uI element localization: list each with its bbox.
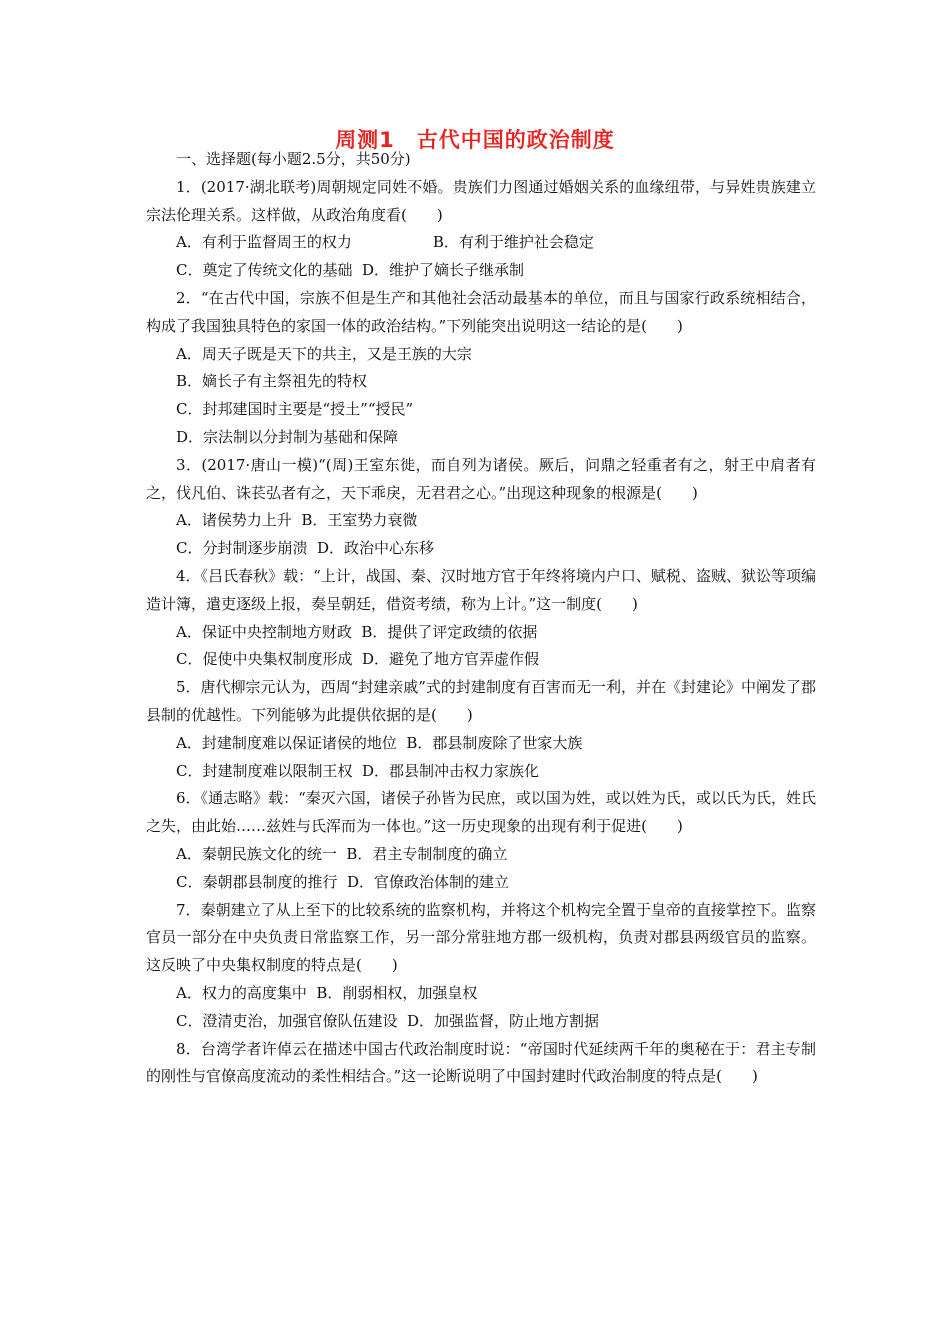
option: A．有利于监督周王的权力 bbox=[176, 233, 352, 252]
option: B．郡县制废除了世家大族 bbox=[406, 733, 583, 752]
question-stem: 2．“在古代中国，宗族不但是生产和其他社会活动最基本的单位，而且与国家行政系统相结合，构成了我国独具特色的家国一体的政治结构。”下列能突出说明这一结论的是( ) bbox=[146, 288, 816, 335]
option-row bbox=[146, 257, 816, 285]
option-row bbox=[146, 507, 816, 535]
option-row bbox=[146, 980, 816, 1008]
question-stem: 1．(2017·湖北联考)周朝规定同姓不婚。贵族们力图通过婚姻关系的血缘纽带，与异姓贵族建立宗法伦理关系。这样做，从政治角度看( ) bbox=[146, 177, 816, 224]
option: D．加强监督，防止地方割据 bbox=[407, 1011, 600, 1030]
option: D．宗法制以分封制为基础和保障 bbox=[176, 427, 399, 446]
option: A．周天子既是天下的共主，又是王族的大宗 bbox=[176, 344, 472, 363]
option-row bbox=[146, 619, 816, 647]
option: D．避免了地方官弄虚作假 bbox=[362, 650, 540, 669]
option: B．君主专制制度的确立 bbox=[346, 844, 508, 863]
option: D．郡县制冲击权力家族化 bbox=[362, 761, 540, 780]
question-stem: 5．唐代柳宗元认为，西周“封建亲戚”式的封建制度有百害而无一利，并在《封建论》中阐发了郡县制的优越性。下列能够为此提供依据的是( ) bbox=[146, 678, 816, 724]
option: B．提供了评定政绩的依据 bbox=[361, 622, 538, 641]
section-heading: 一、选择题(每小题2.5分，共50分) bbox=[176, 150, 411, 168]
option-row bbox=[146, 646, 816, 674]
page-title: 周测1 古代中国的政治制度 bbox=[335, 128, 615, 152]
option-row bbox=[146, 758, 816, 786]
option: B．削弱相权，加强皇权 bbox=[316, 983, 478, 1002]
option-row bbox=[146, 229, 816, 257]
option: C．促使中央集权制度形成 bbox=[176, 650, 353, 669]
option-row bbox=[146, 535, 816, 563]
option: B．嫡长子有主祭祖先的特权 bbox=[176, 372, 368, 391]
option-row bbox=[146, 869, 816, 897]
option: C．奠定了传统文化的基础 bbox=[176, 261, 353, 280]
option: D．官僚政治体制的建立 bbox=[347, 872, 510, 891]
option: A．秦朝民族文化的统一 bbox=[176, 844, 337, 863]
option: C．分封制逐步崩溃 bbox=[176, 539, 308, 558]
option: A．封建制度难以保证诸侯的地位 bbox=[176, 733, 397, 752]
option: B．王室势力衰微 bbox=[301, 511, 418, 530]
option: A．保证中央控制地方财政 bbox=[176, 622, 352, 641]
question-stem: 4．《吕氏春秋》载：“上计，战国、秦、汉时地方官于年终将境内户口、赋税、盗贼、狱讼等项编造计簿，遣吏逐级上报，奏呈朝廷，借资考绩，称为上计。”这一制度( ) bbox=[146, 566, 816, 613]
question-list bbox=[146, 146, 816, 1091]
option: A．诸侯势力上升 bbox=[176, 511, 292, 530]
option-row bbox=[146, 841, 816, 869]
question-stem: 3．(2017·唐山一模)“(周)王室东徙，而自列为诸侯。厥后，问鼎之轻重者有之，射王中肩者有之，伐凡伯、诛苌弘者有之，天下乖戾，无君君之心。”出现这种现象的根源是( ) bbox=[146, 455, 816, 502]
option: C．封邦建国时主要是“授土”“授民” bbox=[176, 400, 414, 419]
question-stem: 6．《通志略》载：“秦灭六国，诸侯子孙皆为民庶，或以国为姓，或以姓为氏，或以氏为氏，姓氏之失，由此始……兹姓与氏浑而为一体也。”这一历史现象的出现有利于促进( ) bbox=[146, 789, 816, 836]
option: A．权力的高度集中 bbox=[176, 983, 307, 1002]
option-row bbox=[146, 730, 816, 758]
option: B．有利于维护社会稳定 bbox=[432, 233, 594, 252]
option: C．澄清吏治，加强官僚队伍建设 bbox=[176, 1011, 398, 1030]
option: D．维护了嫡长子继承制 bbox=[362, 261, 525, 280]
option: C．封建制度难以限制王权 bbox=[176, 761, 353, 780]
question-stem: 7．秦朝建立了从上至下的比较系统的监察机构，并将这个机构完全置于皇帝的直接掌控下。监察官员一部分在中央负责日常监察工作，另一部分常驻地方郡一级机构，负责对郡县两级官员的监察。这反映了中央集权制度的特点是( ) bbox=[146, 900, 816, 975]
option: D．政治中心东移 bbox=[317, 539, 435, 558]
option: C．秦朝郡县制度的推行 bbox=[176, 872, 338, 891]
option-row bbox=[146, 1008, 816, 1036]
question-stem: 8．台湾学者许倬云在描述中国古代政治制度时说：“帝国时代延续两千年的奥秘在于：君主专制的刚性与官僚高度流动的柔性相结合。”这一论断说明了中国封建时代政治制度的特点是( ) bbox=[146, 1039, 816, 1086]
